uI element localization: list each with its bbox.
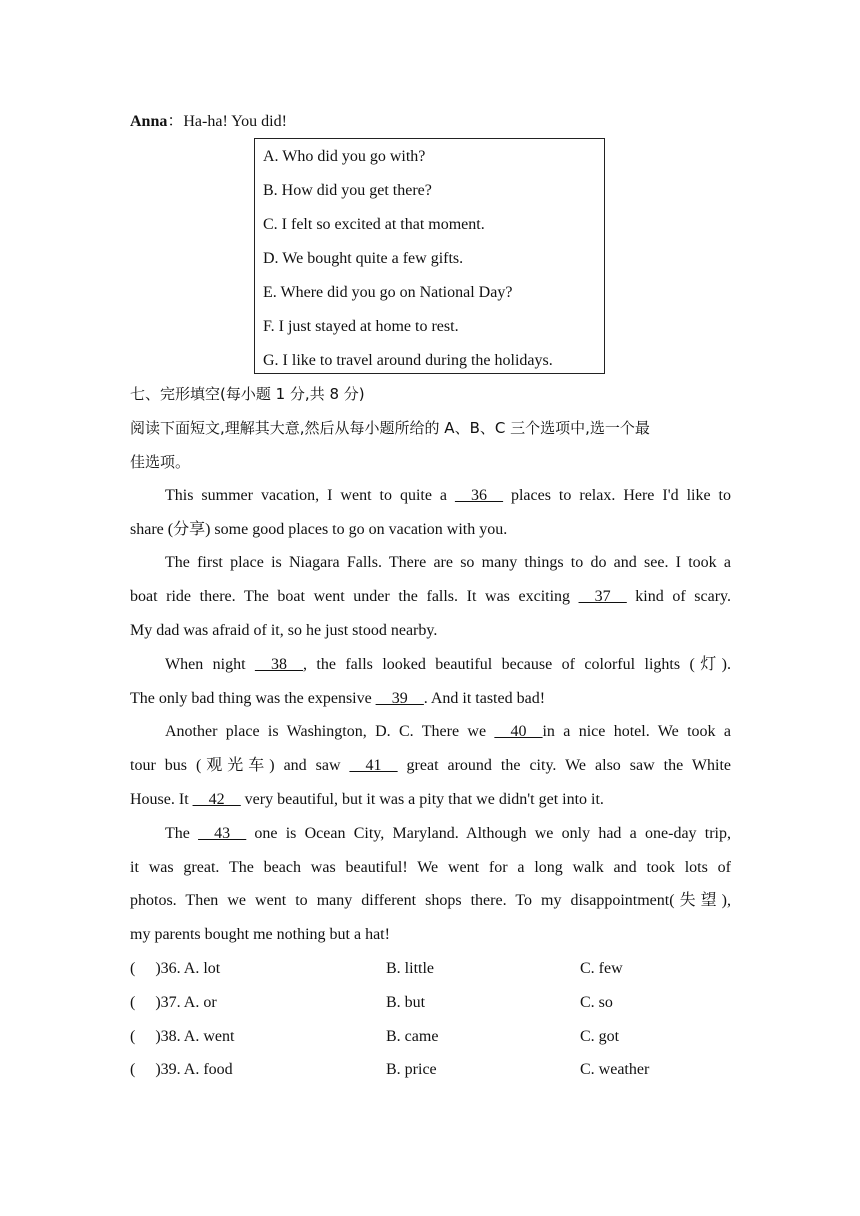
passage-line: it was great. The beach was beautiful! We went for a long walk and took lots of	[130, 859, 731, 876]
option-c: C. I felt so excited at that moment.	[263, 216, 485, 233]
option-a: A. Who did you go with?	[263, 148, 426, 165]
passage-text: very beautiful, but it was a pity that we didn't get into it.	[240, 791, 604, 808]
passage-text: tour bus (观光车) and saw	[130, 757, 350, 774]
passage-line	[130, 790, 731, 810]
speaker-separator: ：	[167, 113, 184, 130]
choice-b: B. price	[386, 1061, 437, 1078]
choice-c: C. few	[580, 960, 623, 977]
passage-line	[130, 486, 731, 506]
passage-text: boat ride there. The boat went under the falls. It was exciting	[130, 588, 579, 605]
passage-text: The	[165, 825, 199, 842]
question-stem: ( )38. A. went	[130, 1028, 235, 1045]
section-instruction-line1: 阅读下面短文,理解其大意,然后从每小题所给的 A、B、C 三个选项中,选一个最	[130, 419, 650, 437]
option-e: E. Where did you go on National Day?	[263, 284, 513, 301]
passage-text: great around the city. We also saw the White	[397, 757, 731, 774]
option-g: G. I like to travel around during the holidays.	[263, 352, 553, 369]
passage-line	[130, 722, 731, 742]
dialogue-line-anna	[130, 112, 731, 132]
passage-text: Another place is Washington, D. C. There we	[165, 723, 495, 740]
section-heading: 七、完形填空(每小题 1 分,共 8 分)	[130, 385, 365, 403]
section-instruction-line2: 佳选项。	[130, 453, 191, 471]
passage-text: This summer vacation, I went to quite a	[165, 487, 455, 504]
blank-40: __40__	[494, 723, 543, 740]
passage-text: . And it tasted bad!	[423, 690, 546, 707]
passage-line: The first place is Niagara Falls. There are so many things to do and see. I took a	[165, 554, 731, 571]
passage-text: When night	[165, 656, 255, 673]
choice-c: C. so	[580, 994, 613, 1011]
passage-line	[130, 824, 731, 844]
choice-b: B. but	[386, 994, 426, 1011]
choice-b: B. came	[386, 1028, 439, 1045]
answer-options-box	[254, 138, 605, 374]
passage-line: photos. Then we went to many different shops there. To my disappointment(失望),	[130, 892, 731, 909]
passage-text: The only bad thing was the expensive	[130, 690, 376, 707]
passage-text: places to relax. Here I'd like to	[503, 487, 731, 504]
passage-text: one is Ocean City, Maryland. Although we only had a one-day trip,	[246, 825, 732, 842]
passage-text: in a nice hotel. We took a	[542, 723, 732, 740]
question-stem: ( )39. A. food	[130, 1061, 233, 1078]
blank-38: __38__	[254, 656, 303, 673]
option-b: B. How did you get there?	[263, 182, 432, 199]
passage-text: , the falls looked beautiful because of colorful lights (灯).	[302, 656, 731, 673]
choice-b: B. little	[386, 960, 434, 977]
choice-c: C. got	[580, 1028, 620, 1045]
blank-39: __39__	[375, 690, 424, 707]
choice-c: C. weather	[580, 1061, 650, 1078]
passage-line: share (分享) some good places to go on vacation with you.	[130, 521, 508, 538]
passage-line: My dad was afraid of it, so he just stood nearby.	[130, 622, 438, 639]
passage-line	[130, 655, 731, 675]
passage-text: kind of scary.	[626, 588, 731, 605]
blank-41: __41__	[349, 757, 398, 774]
blank-43: __43__	[198, 825, 247, 842]
dialogue-text: Ha-ha! You did!	[183, 113, 287, 130]
option-d: D. We bought quite a few gifts.	[263, 250, 464, 267]
question-stem: ( )36. A. lot	[130, 960, 221, 977]
question-stem: ( )37. A. or	[130, 994, 217, 1011]
blank-37: __37__	[578, 588, 627, 605]
blank-42: __42__	[192, 791, 241, 808]
passage-line	[130, 689, 731, 709]
option-f: F. I just stayed at home to rest.	[263, 318, 459, 335]
passage-line	[130, 756, 731, 776]
passage-text: House. It	[130, 791, 193, 808]
blank-36: __36__	[455, 487, 503, 504]
passage-line: my parents bought me nothing but a hat!	[130, 926, 390, 943]
passage-line	[130, 587, 731, 607]
speaker-name: Anna	[130, 113, 168, 130]
